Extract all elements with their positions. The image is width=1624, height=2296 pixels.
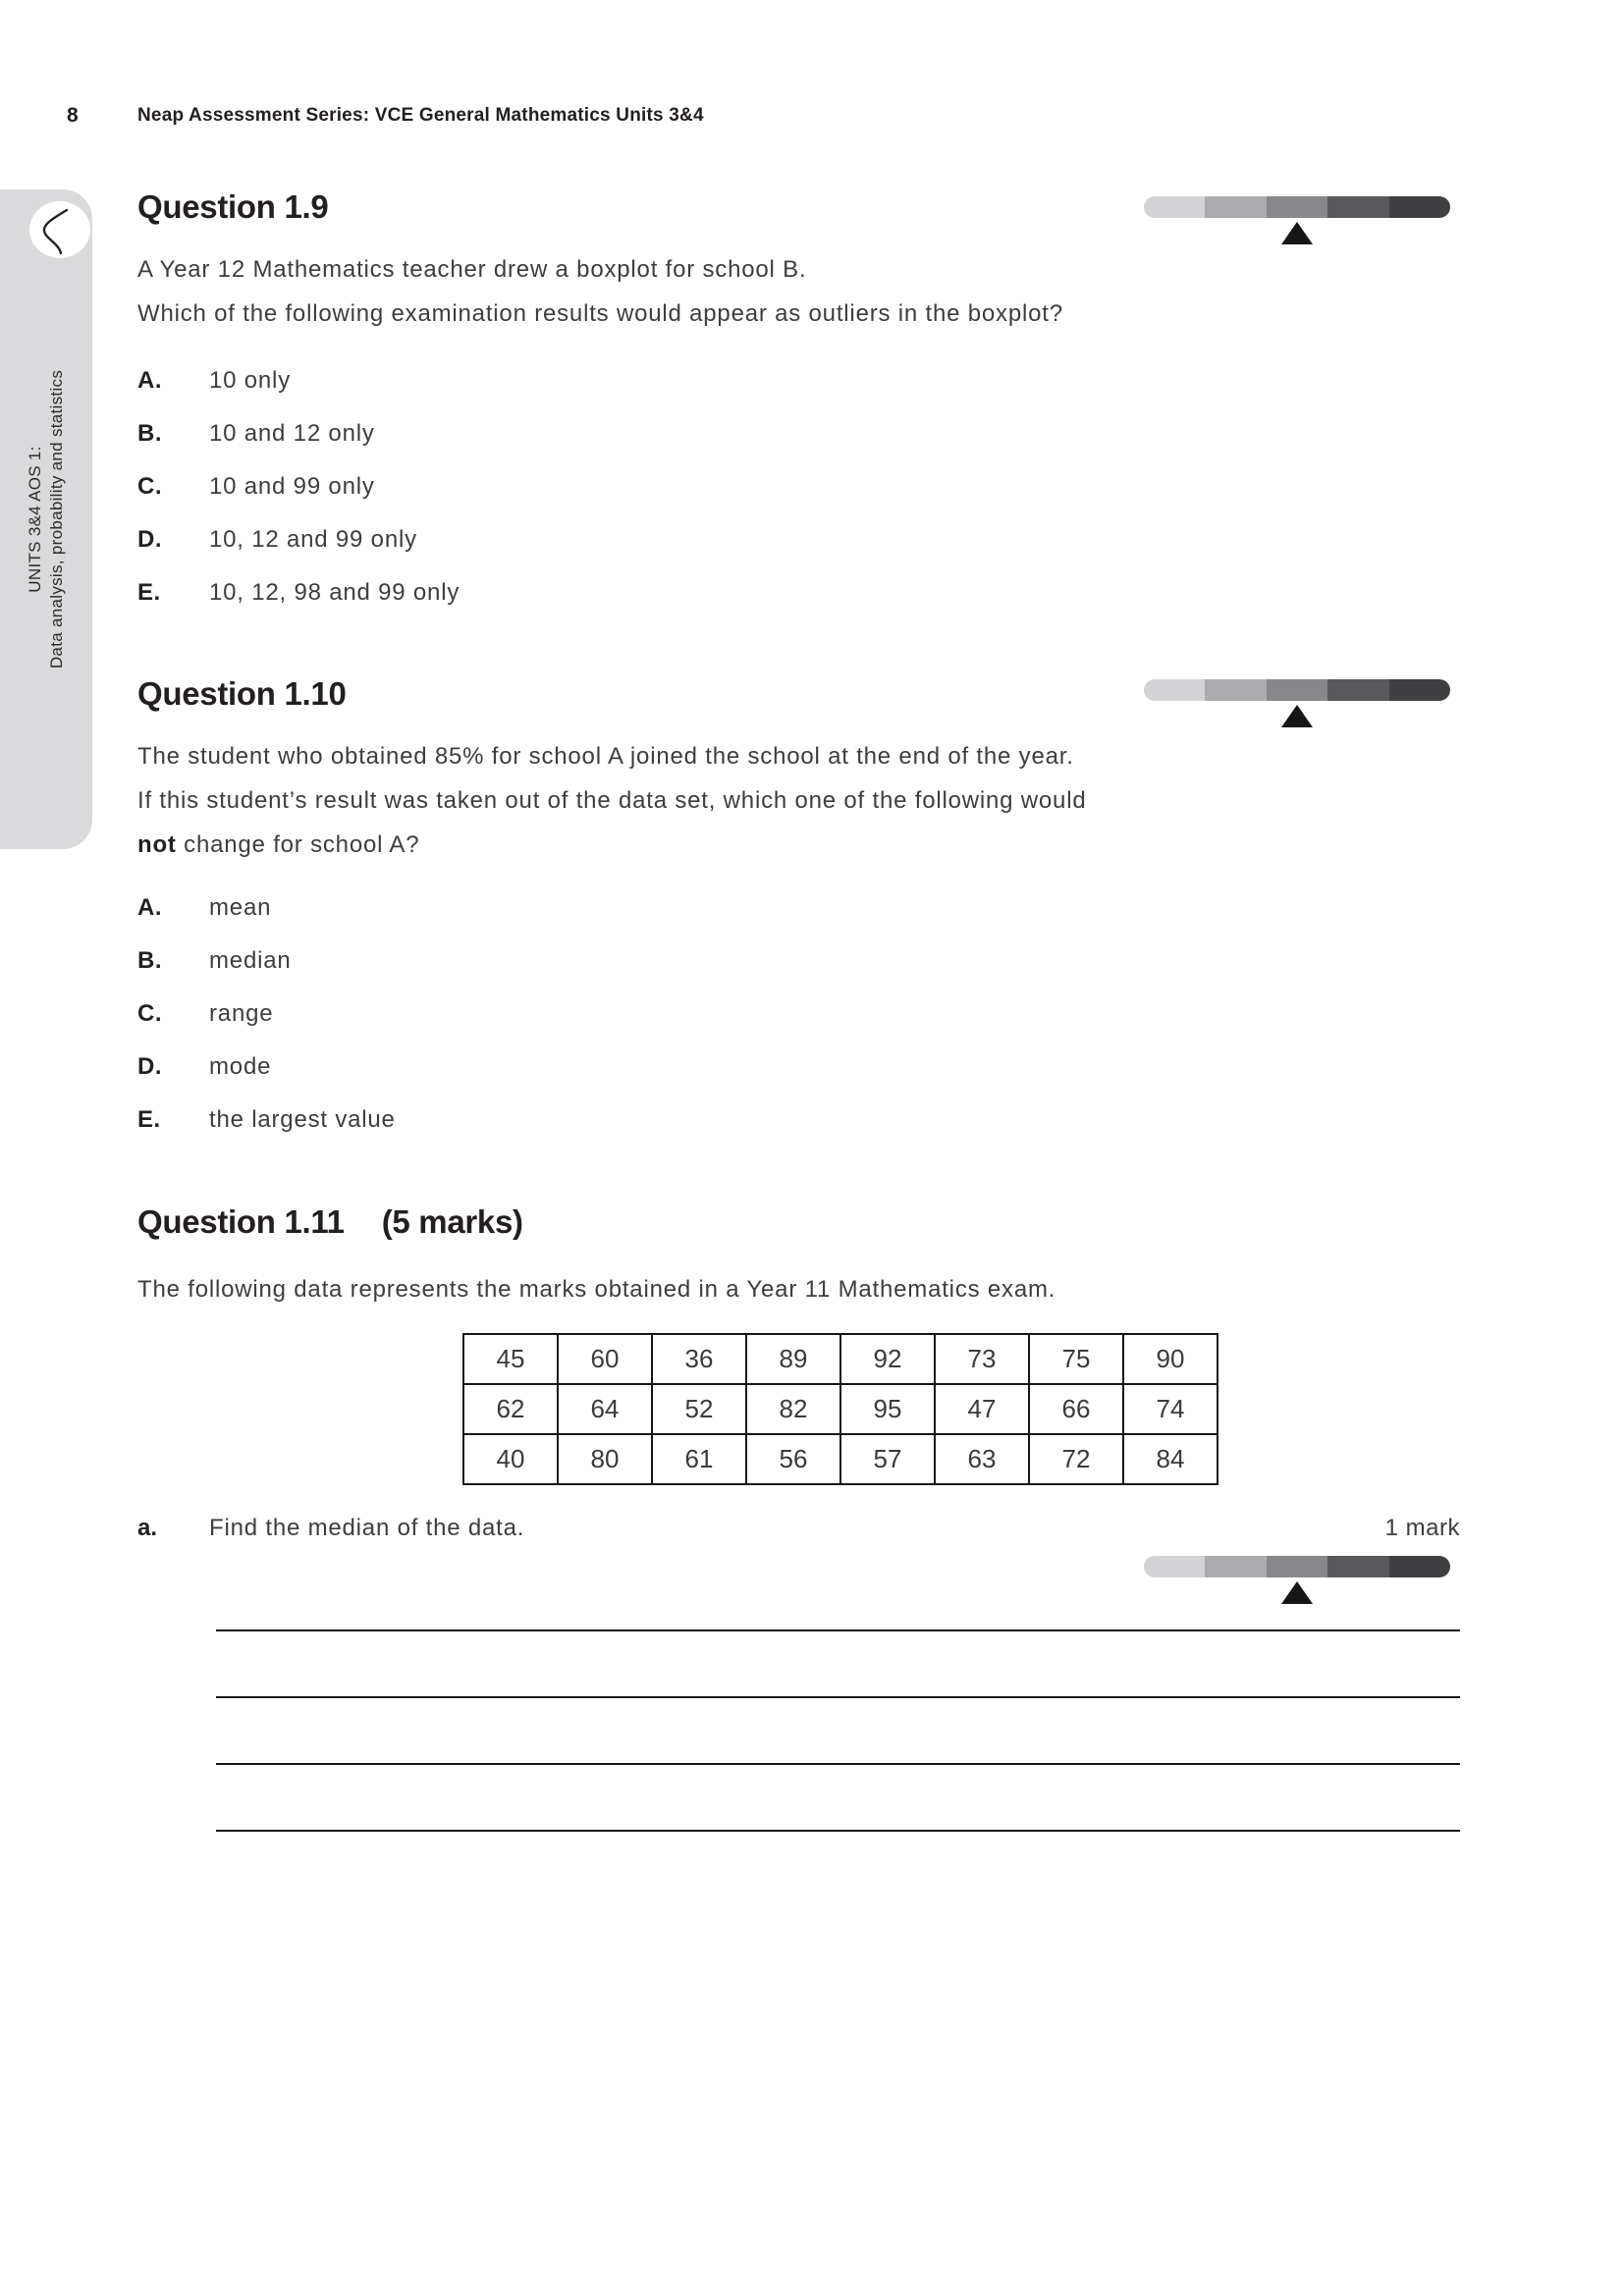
table-cell: 47 [935,1384,1029,1434]
question-text: not change for school A? [137,831,420,858]
option-text: mode [209,1053,272,1080]
distribution-curve-icon [29,201,90,258]
difficulty-segment [1327,679,1388,701]
answer-line [216,1830,1460,1832]
option-letter: C. [137,1000,162,1027]
section-tab-label [25,370,68,668]
table-cell: 90 [1123,1334,1218,1384]
difficulty-segment [1267,1556,1327,1577]
option-row [137,1000,396,1053]
table-cell: 84 [1123,1434,1218,1484]
difficulty-segment [1389,679,1450,701]
difficulty-indicator-part-a [1144,1556,1450,1605]
option-letter: E. [137,1106,161,1133]
option-letter: E. [137,579,161,606]
page-number: 8 [67,104,79,127]
table-cell: 74 [1123,1384,1218,1434]
difficulty-segment [1389,1556,1450,1577]
table-cell: 63 [935,1434,1029,1484]
table-cell: 61 [652,1434,746,1484]
table-cell: 57 [840,1434,935,1484]
question-text: If this student’s result was taken out of the data set, which one of the following would [137,787,1087,814]
option-letter: B. [137,947,162,974]
difficulty-segment [1144,1556,1205,1577]
difficulty-segment [1144,679,1205,701]
table-cell: 73 [935,1334,1029,1384]
table-cell: 45 [463,1334,558,1384]
option-row [137,367,460,420]
option-row [137,1053,396,1106]
section-tab-line2: Data analysis, probability and statistics [47,369,66,669]
option-text: 10 and 12 only [209,420,375,447]
table-cell: 82 [746,1384,840,1434]
option-letter: D. [137,526,162,553]
marks-label: 1 mark [1384,1515,1460,1541]
question-1-9-title: Question 1.9 [137,188,329,225]
table-row [463,1334,1218,1384]
option-row [137,420,460,473]
marks-table [462,1333,1218,1485]
option-letter: C. [137,473,162,500]
difficulty-bar [1144,1556,1450,1577]
answer-line [216,1629,1460,1631]
option-row [137,526,460,579]
difficulty-arrow-icon [1281,222,1313,244]
option-row [137,579,460,632]
question-text: The student who obtained 85% for school A joined the school at the end of the year. [137,743,1074,770]
answer-line [216,1763,1460,1765]
difficulty-bar [1144,196,1450,218]
table-cell: 66 [1029,1384,1123,1434]
bold-word: not [137,831,177,858]
table-cell: 95 [840,1384,935,1434]
option-text: range [209,1000,274,1027]
option-letter: B. [137,420,162,447]
difficulty-arrow-icon [1281,705,1313,727]
difficulty-segment [1267,679,1327,701]
option-letter: A. [137,367,162,394]
table-cell: 36 [652,1334,746,1384]
difficulty-segment [1144,196,1205,218]
table-cell: 89 [746,1334,840,1384]
option-text: mean [209,894,272,921]
option-text: 10 and 99 only [209,473,375,500]
option-row [137,473,460,526]
marks-label: (5 marks) [381,1203,523,1240]
difficulty-segment [1267,196,1327,218]
part-letter: a. [137,1515,158,1541]
difficulty-bar [1144,679,1450,701]
section-tab-line1: UNITS 3&4 AOS 1: [26,446,44,593]
question-text: A Year 12 Mathematics teacher drew a boxplot for school B. [137,256,807,283]
difficulty-segment [1389,196,1450,218]
options-list-q1-10 [137,894,396,1159]
table-cell: 40 [463,1434,558,1484]
difficulty-segment [1205,1556,1266,1577]
difficulty-indicator-q1-9 [1144,196,1450,245]
difficulty-segment [1327,196,1388,218]
table-cell: 62 [463,1384,558,1434]
option-row [137,947,396,1000]
table-cell: 52 [652,1384,746,1434]
option-row [137,1106,396,1159]
difficulty-segment [1205,196,1266,218]
question-1-11-title: Question 1.11 (5 marks) [137,1203,523,1240]
option-row [137,894,396,947]
difficulty-indicator-q1-10 [1144,679,1450,728]
table-cell: 80 [558,1434,652,1484]
table-cell: 75 [1029,1334,1123,1384]
options-list-q1-9 [137,367,460,632]
option-letter: D. [137,1053,162,1080]
difficulty-arrow-icon [1281,1581,1313,1604]
header-title: Neap Assessment Series: VCE General Mathematics Units 3&4 [137,105,704,126]
part-text: Find the median of the data. [209,1515,525,1541]
question-text: Which of the following examination results would appear as outliers in the boxplot? [137,300,1063,327]
option-text: median [209,947,292,974]
difficulty-segment [1205,679,1266,701]
option-text: 10 only [209,367,291,394]
question-part-a [137,1515,1460,1542]
table-cell: 64 [558,1384,652,1434]
option-text: the largest value [209,1106,396,1133]
question-1-10-title: Question 1.10 [137,675,347,712]
table-cell: 72 [1029,1434,1123,1484]
answer-line [216,1696,1460,1698]
table-cell: 92 [840,1334,935,1384]
table-cell: 60 [558,1334,652,1384]
option-text: 10, 12, 98 and 99 only [209,579,460,606]
section-tab [0,189,92,849]
question-text: The following data represents the marks obtained in a Year 11 Mathematics exam. [137,1276,1056,1303]
option-text: 10, 12 and 99 only [209,526,417,553]
option-letter: A. [137,894,162,921]
table-row [463,1434,1218,1484]
table-cell: 56 [746,1434,840,1484]
difficulty-segment [1327,1556,1388,1577]
table-row [463,1384,1218,1434]
